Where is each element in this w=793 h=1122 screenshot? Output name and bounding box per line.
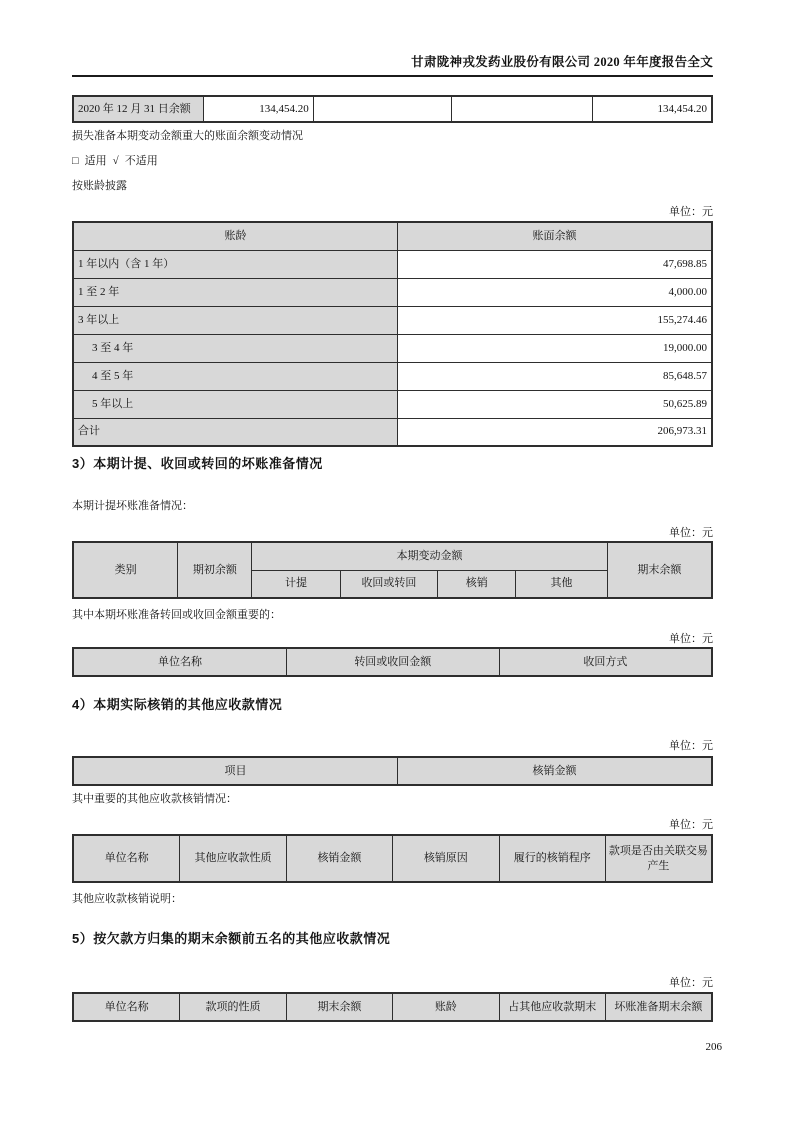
row-label: 2020 年 12 月 31 日余额 — [73, 96, 203, 122]
cell-value: 47,698.85 — [398, 250, 712, 278]
column-header: 账龄 — [392, 993, 499, 1021]
writeoff-table — [72, 756, 713, 786]
column-header: 期末余额 — [286, 993, 392, 1021]
section3-heading: 3）本期计提、收回或转回的坏账准备情况 — [72, 456, 323, 471]
recovery-table-wrap — [72, 647, 713, 677]
column-header: 履行的核销程序 — [499, 835, 605, 882]
table-header-row — [73, 757, 712, 785]
cell-value: 4,000.00 — [398, 278, 712, 306]
aging-disclosure-note: 按账龄披露 — [72, 180, 127, 192]
cell-value: 134,454.20 — [203, 96, 313, 122]
table-row — [73, 334, 712, 362]
page-header-title: 甘肃陇神戎发药业股份有限公司 2020 年年度报告全文 — [72, 52, 713, 77]
column-header: 期初余额 — [178, 542, 252, 598]
cell-value — [313, 96, 452, 122]
column-header: 类别 — [73, 542, 178, 598]
column-header: 单位名称 — [73, 835, 180, 882]
column-header: 占其他应收款期末 — [499, 993, 605, 1021]
column-header: 期末余额 — [607, 542, 712, 598]
column-header: 收回或转回 — [340, 570, 438, 598]
column-header: 其他应收款性质 — [180, 835, 287, 882]
column-header: 单位名称 — [73, 993, 180, 1021]
aging-table-wrap — [72, 221, 713, 447]
column-header: 单位名称 — [73, 648, 286, 676]
unit-label: 单位：元 — [669, 527, 713, 539]
row-label: 1 年以内（含 1 年） — [73, 250, 398, 278]
table-row — [73, 278, 712, 306]
unit-label: 单位：元 — [669, 977, 713, 989]
column-header: 款项的性质 — [180, 993, 287, 1021]
table-header-row — [73, 542, 712, 570]
column-group-header: 本期变动金额 — [252, 542, 607, 570]
top5-receivables-table-wrap — [72, 992, 713, 1022]
important-writeoff-note: 其中重要的其他应收款核销情况： — [72, 793, 237, 805]
loss-change-note: 损失准备本期变动金额重大的账面余额变动情况 — [72, 130, 303, 142]
table-header-row — [73, 222, 712, 250]
row-label: 合计 — [73, 418, 398, 446]
important-writeoff-table — [72, 834, 713, 883]
unit-label: 单位：元 — [669, 740, 713, 752]
column-header: 账面余额 — [398, 222, 712, 250]
column-header: 账龄 — [73, 222, 398, 250]
cell-value: 19,000.00 — [398, 334, 712, 362]
column-header: 核销金额 — [286, 835, 392, 882]
table-header-row — [73, 648, 712, 676]
cell-value: 155,274.46 — [398, 306, 712, 334]
aging-table — [72, 221, 713, 447]
carryover-balance-table-wrap — [72, 95, 713, 123]
cell-value: 50,625.89 — [398, 390, 712, 418]
row-label: 3 年以上 — [73, 306, 398, 334]
column-header: 款项是否由关联交易产生 — [605, 835, 712, 882]
applicability-line — [72, 154, 713, 168]
column-header: 转回或收回金额 — [286, 648, 499, 676]
row-label: 5 年以上 — [73, 390, 398, 418]
important-writeoff-table-wrap — [72, 834, 713, 883]
page-number: 206 — [705, 1041, 722, 1053]
column-header: 计提 — [252, 570, 340, 598]
recovery-table — [72, 647, 713, 677]
table-header-row — [73, 835, 712, 882]
table-row — [73, 96, 712, 122]
column-header: 核销原因 — [392, 835, 499, 882]
carryover-balance-table — [72, 95, 713, 123]
writeoff-explanation-note: 其他应收款核销说明： — [72, 893, 182, 905]
section5-heading: 5）按欠款方归集的期末余额前五名的其他应收款情况 — [72, 931, 391, 946]
column-header: 坏账准备期末余额 — [605, 993, 712, 1021]
unit-label: 单位：元 — [669, 633, 713, 645]
table-row — [73, 250, 712, 278]
section4-heading: 4）本期实际核销的其他应收款情况 — [72, 697, 283, 712]
table-row — [73, 390, 712, 418]
provision-movement-table-wrap — [72, 541, 713, 599]
unit-label: 单位：元 — [669, 206, 713, 218]
table-total-row — [73, 418, 712, 446]
column-header: 核销金额 — [398, 757, 712, 785]
checkbox-unchecked-icon: □ — [72, 155, 79, 167]
not-applicable-label: 不适用 — [124, 155, 158, 167]
column-header: 收回方式 — [499, 648, 712, 676]
provision-current-note: 本期计提坏账准备情况： — [72, 500, 193, 512]
cell-value — [452, 96, 593, 122]
column-header: 项目 — [73, 757, 398, 785]
column-header: 其他 — [516, 570, 607, 598]
unit-label: 单位：元 — [669, 819, 713, 831]
table-row — [73, 362, 712, 390]
table-header-row — [73, 993, 712, 1021]
cell-value: 134,454.20 — [592, 96, 712, 122]
writeoff-table-wrap — [72, 756, 713, 786]
check-icon: √ — [112, 155, 119, 167]
applicable-label: 适用 — [84, 155, 107, 167]
column-header: 核销 — [438, 570, 516, 598]
row-label: 3 至 4 年 — [73, 334, 398, 362]
row-label: 4 至 5 年 — [73, 362, 398, 390]
cell-value: 85,648.57 — [398, 362, 712, 390]
row-label: 1 至 2 年 — [73, 278, 398, 306]
table-row — [73, 306, 712, 334]
important-recovery-note: 其中本期坏账准备转回或收回金额重要的： — [72, 609, 281, 621]
cell-value: 206,973.31 — [398, 418, 712, 446]
top5-receivables-table — [72, 992, 713, 1022]
provision-movement-table — [72, 541, 713, 599]
